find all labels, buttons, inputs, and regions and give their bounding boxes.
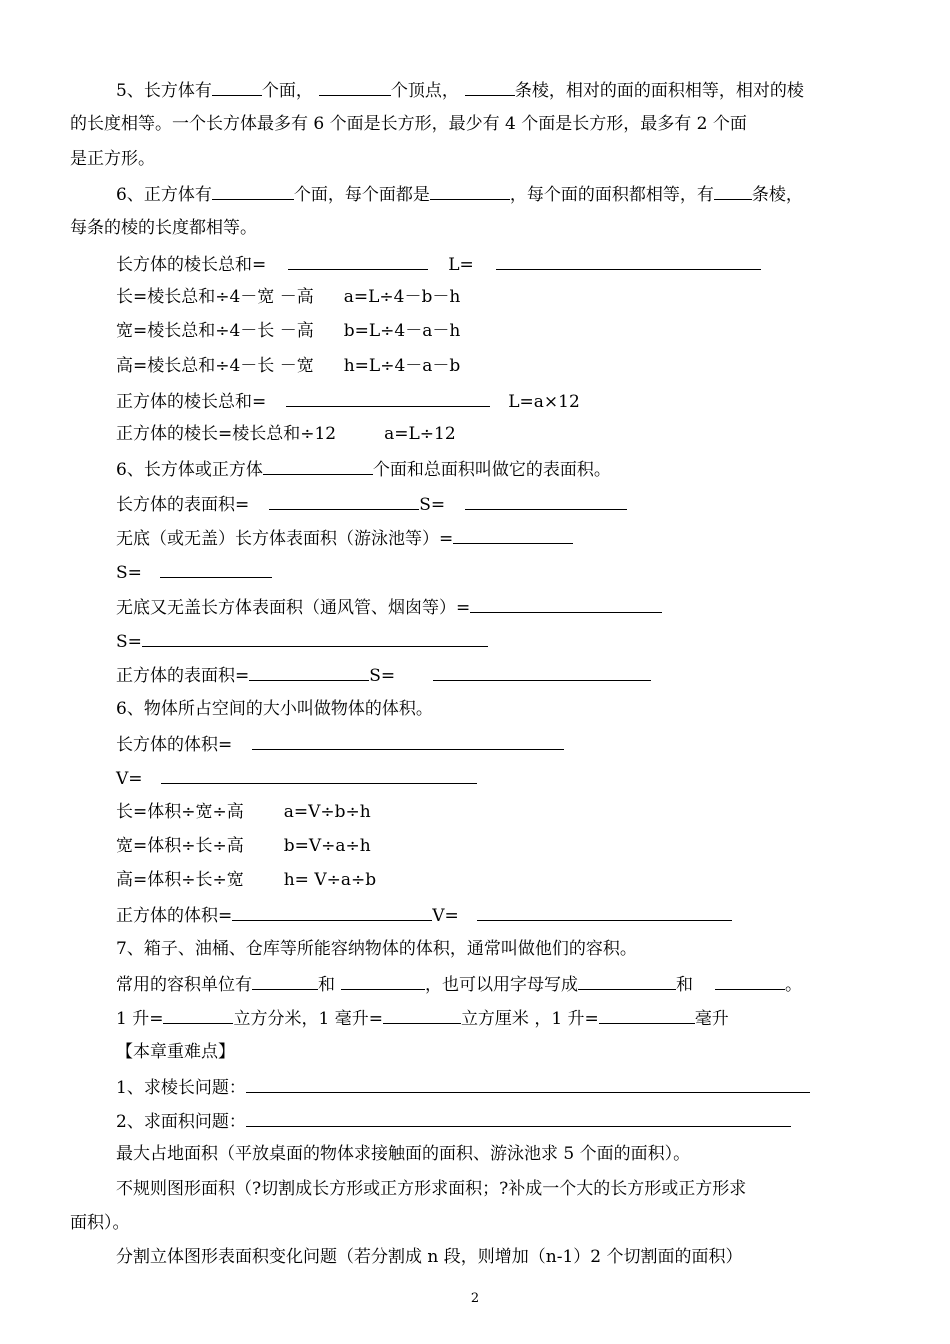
paragraph-line: 分割立体图形表面积变化问题（若分割成 n 段，则增加（n-1）2 个切割面的面积） — [116, 1247, 743, 1267]
paragraph-line: 不规则图形面积（?切割成长方形或正方形求面积；?补成一个大的长方形或正方形求 — [116, 1179, 747, 1199]
text: 毫升 — [694, 1009, 729, 1029]
cube-edge-sum-line — [116, 389, 580, 413]
capacity-units-line — [116, 972, 802, 996]
text: 正方体的棱长=棱长总和÷12 — [116, 424, 337, 444]
fill-blank[interactable] — [252, 732, 564, 750]
cube-faces-line — [116, 182, 803, 206]
text: L= — [448, 255, 474, 275]
text: 正方体的体积= — [116, 906, 233, 926]
text: ，也可以用字母写成 — [425, 975, 578, 995]
text: 高=棱长总和÷4－长 －宽 — [116, 356, 314, 376]
text: 6、长方体或正方体 — [116, 460, 263, 480]
text: 长方体的棱长总和= — [116, 255, 267, 275]
text: 条棱， — [751, 185, 803, 205]
fill-blank[interactable] — [263, 457, 373, 475]
volume-length-formula — [116, 801, 371, 823]
text: 宽=体积÷长÷高 — [116, 836, 244, 856]
text: h=L÷4－a－b — [343, 356, 461, 376]
fill-blank[interactable] — [430, 182, 510, 200]
text: ，每个面的面积都相等，有 — [509, 185, 714, 205]
text: 正方体的表面积= — [116, 666, 250, 686]
fill-blank[interactable] — [288, 252, 428, 270]
width-formula — [116, 320, 460, 342]
fill-blank[interactable] — [477, 903, 732, 921]
text: b=V÷a÷h — [283, 836, 371, 856]
text: 和 — [318, 975, 335, 995]
text: 长=体积÷宽÷高 — [116, 802, 244, 822]
text: 。 — [785, 975, 802, 995]
text: 6、正方体有 — [116, 185, 212, 205]
height-formula — [116, 355, 460, 377]
text: S= — [116, 632, 142, 652]
paragraph-line: 面积）。 — [70, 1213, 130, 1233]
fill-blank[interactable] — [714, 182, 752, 200]
no-top-bottom-s-line — [116, 629, 488, 653]
text: V= — [116, 769, 143, 789]
fill-blank[interactable] — [246, 1075, 810, 1093]
volume-width-formula — [116, 835, 371, 857]
section-heading: 【本章重难点】 — [116, 1042, 235, 1062]
text: S= — [419, 495, 446, 515]
text: a=L÷4－b－h — [343, 287, 461, 307]
key-point-2 — [116, 1109, 791, 1133]
fill-blank[interactable] — [142, 629, 488, 647]
text: 高=体积÷长÷宽 — [116, 870, 244, 890]
text: 正方体的棱长总和= — [116, 392, 267, 412]
fill-blank[interactable] — [232, 903, 432, 921]
text: 常用的容积单位有 — [116, 975, 252, 995]
fill-blank[interactable] — [383, 1006, 461, 1024]
volume-definition: 6、物体所占空间的大小叫做物体的体积。 — [116, 699, 433, 719]
text: S= — [116, 563, 142, 583]
fill-blank[interactable] — [496, 252, 761, 270]
text: 个面， — [261, 81, 313, 101]
text: 长方体的体积= — [116, 735, 233, 755]
text: 1 升= — [116, 1009, 164, 1029]
fill-blank[interactable] — [465, 78, 515, 96]
fill-blank[interactable] — [269, 492, 419, 510]
text: 个面和总面积叫做它的表面积。 — [372, 460, 611, 480]
text: 长方体的表面积= — [116, 495, 250, 515]
text: 无底（或无盖）长方体表面积（游泳池等）= — [116, 529, 454, 549]
fill-blank[interactable] — [160, 560, 272, 578]
fill-blank[interactable] — [433, 663, 651, 681]
text: 和 — [676, 975, 693, 995]
volume-height-formula — [116, 869, 376, 891]
text: S= — [369, 666, 396, 686]
text: 1、求棱长问题： — [116, 1078, 246, 1098]
fill-blank[interactable] — [465, 492, 627, 510]
text: 2、求面积问题： — [116, 1112, 246, 1132]
cuboid-edge-sum-line — [116, 252, 761, 276]
paragraph-line: 的长度相等。一个长方体最多有 6 个面是长方形，最少有 4 个面是长方形，最多有 2 个面 — [70, 114, 747, 134]
fill-blank[interactable] — [252, 972, 318, 990]
no-top-bottom-surface-line — [116, 595, 662, 619]
text: b=L÷4－a－h — [343, 321, 461, 341]
fill-blank[interactable] — [319, 78, 391, 96]
text: 个面，每个面都是 — [293, 185, 430, 205]
cuboid-v-line — [116, 766, 477, 790]
paragraph-line: 每条的棱的长度都相等。 — [70, 218, 257, 238]
cuboid-faces-line — [116, 78, 804, 102]
text: V= — [432, 906, 459, 926]
text: a=V÷b÷h — [283, 802, 371, 822]
text: 宽=棱长总和÷4－长 －高 — [116, 321, 314, 341]
cuboid-surface-line — [116, 492, 627, 516]
text: 无底又无盖长方体表面积（通风管、烟囱等）= — [116, 598, 471, 618]
no-bottom-s-line — [116, 560, 272, 584]
cube-volume-line — [116, 903, 732, 927]
fill-blank[interactable] — [453, 526, 573, 544]
fill-blank[interactable] — [212, 182, 294, 200]
cube-surface-line — [116, 663, 651, 687]
fill-blank[interactable] — [249, 663, 369, 681]
surface-area-definition — [116, 457, 611, 481]
text: 5、长方体有 — [116, 81, 212, 101]
fill-blank[interactable] — [212, 78, 262, 96]
text: 立方分米，1 毫升= — [233, 1009, 383, 1029]
unit-conversion-line — [116, 1006, 729, 1030]
text: 条棱，相对的面的面积相等，相对的棱 — [514, 81, 804, 101]
text: 个顶点， — [390, 81, 459, 101]
fill-blank[interactable] — [599, 1006, 695, 1024]
fill-blank[interactable] — [578, 972, 676, 990]
fill-blank[interactable] — [246, 1109, 791, 1127]
text: a=L÷12 — [384, 424, 456, 444]
text: 立方厘米 ，1 升= — [460, 1009, 599, 1029]
capacity-definition: 7、箱子、油桶、仓库等所能容纳物体的体积，通常叫做他们的容积。 — [116, 939, 637, 959]
length-formula — [116, 286, 460, 308]
text: 长=棱长总和÷4－宽 －高 — [116, 287, 314, 307]
key-point-1 — [116, 1075, 810, 1099]
fill-blank[interactable] — [161, 766, 477, 784]
paragraph-line: 是正方形。 — [70, 149, 155, 169]
fill-blank[interactable] — [341, 972, 425, 990]
text: h= V÷a÷b — [283, 870, 377, 890]
fill-blank[interactable] — [163, 1006, 233, 1024]
cuboid-volume-line — [116, 732, 564, 756]
no-bottom-surface-line — [116, 526, 573, 550]
paragraph-line: 最大占地面积（平放桌面的物体求接触面的面积、游泳池求 5 个面的面积）。 — [116, 1144, 691, 1164]
fill-blank[interactable] — [715, 972, 785, 990]
text: L=a×12 — [508, 392, 580, 412]
cube-edge-line — [116, 423, 456, 445]
page-number: 2 — [470, 1291, 480, 1306]
fill-blank[interactable] — [470, 595, 662, 613]
fill-blank[interactable] — [286, 389, 490, 407]
